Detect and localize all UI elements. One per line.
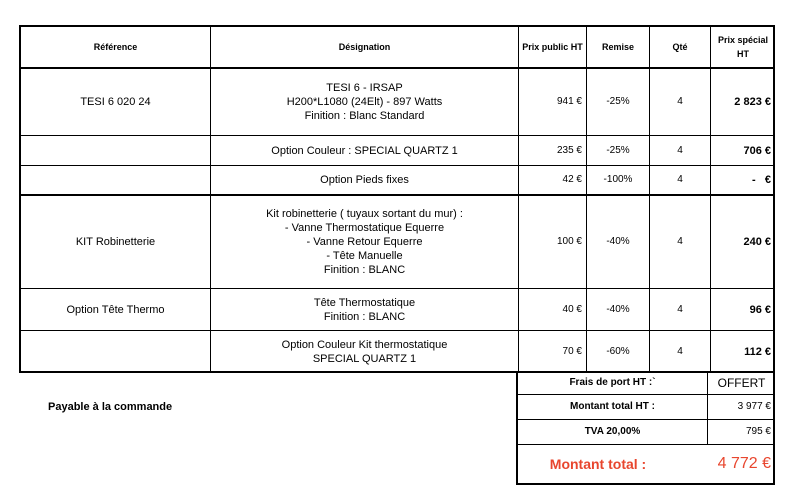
row-2-special-price: 706 €	[743, 144, 771, 157]
row-1-special-price: 2 823 €	[734, 95, 771, 108]
header-reference: Référence	[93, 42, 138, 52]
designation-line: Option Couleur Kit thermostatique	[281, 339, 448, 351]
row-2-qty: 4	[677, 144, 683, 156]
designation-line: Kit robinetterie ( tuyaux sortant du mur) :	[266, 208, 463, 220]
row-6-reference	[21, 331, 210, 373]
row-2-discount: -25%	[606, 144, 630, 156]
designation-line: Finition : BLANC	[323, 264, 406, 276]
total-ht-value: 3 977 €	[737, 401, 771, 412]
row-4-reference: KIT Robinetterie	[75, 236, 156, 248]
row-1-designation	[211, 68, 518, 135]
header-public-price: Prix public HT	[522, 42, 583, 52]
grand-total-label: Montant total :	[549, 456, 647, 472]
row-6-special-price: 112 €	[744, 346, 771, 358]
designation-line: Finition : BLANC	[323, 310, 406, 323]
row-1-qty: 4	[677, 95, 683, 107]
tva-value: 795 €	[745, 426, 771, 437]
row-5-qty: 4	[677, 303, 683, 315]
designation-line: - Tête Manuelle	[326, 250, 403, 262]
designation-line: Finition : Blanc Standard	[304, 109, 425, 122]
header-discount: Remise	[601, 42, 635, 52]
row-2-public-price: 235 €	[556, 144, 582, 156]
designation-line: - Vanne Thermostatique Equerre	[284, 222, 445, 234]
designation-line: - Vanne Retour Equerre	[306, 236, 423, 248]
totals-table	[516, 372, 775, 485]
row-2-reference	[21, 136, 210, 165]
row-1-public-price: 941 €	[556, 95, 582, 107]
row-3-special-price: - €	[752, 174, 771, 186]
row-4-public-price: 100 €	[556, 236, 582, 247]
header-special-price: Prix spécial HT	[717, 35, 769, 59]
row-6-designation	[211, 331, 518, 373]
row-4-designation	[211, 196, 518, 288]
tva-label: TVA 20,00%	[584, 426, 641, 437]
row-5-discount: -40%	[606, 303, 630, 315]
row-3-discount: -100%	[603, 174, 633, 185]
row-2-designation	[211, 136, 518, 165]
row-5-public-price: 40 €	[562, 303, 582, 315]
designation-line: Tête Thermostatique	[313, 296, 416, 309]
row-4-qty: 4	[677, 236, 683, 247]
row-6-qty: 4	[677, 346, 683, 357]
row-5-special-price: 96 €	[749, 303, 771, 316]
total-ht-label: Montant total HT :	[570, 401, 655, 412]
header-qty: Qté	[672, 42, 688, 52]
row-5-designation	[211, 289, 518, 330]
designation-line: TESI 6 - IRSAP	[326, 81, 403, 94]
row-5-reference: Option Tête Thermo	[66, 303, 165, 316]
row-6-public-price: 70 €	[562, 346, 582, 357]
row-4-discount: -40%	[606, 236, 630, 247]
designation-line: SPECIAL QUARTZ 1	[312, 353, 417, 365]
row-1-discount: -25%	[606, 95, 630, 107]
designation-line: Option Pieds fixes	[320, 174, 409, 186]
row-3-public-price: 42 €	[562, 174, 582, 185]
grand-total-value: 4 772 €	[717, 455, 771, 472]
row-1-reference: TESI 6 020 24	[80, 95, 151, 108]
row-3-reference	[21, 166, 210, 194]
shipping-label: Frais de port HT :`	[569, 377, 656, 388]
row-3-designation	[211, 166, 518, 194]
designation-line: Option Couleur : SPECIAL QUARTZ 1	[271, 144, 458, 157]
designation-line: H200*L1080 (24Elt) - 897 Watts	[286, 95, 443, 108]
row-6-discount: -60%	[606, 346, 630, 357]
header-designation: Désignation	[338, 42, 391, 52]
shipping-value: OFFERT	[717, 376, 766, 390]
row-3-qty: 4	[677, 174, 683, 185]
row-4-special-price: 240 €	[743, 236, 771, 248]
payment-note: Payable à la commande	[48, 401, 173, 413]
quote-table	[19, 25, 775, 373]
